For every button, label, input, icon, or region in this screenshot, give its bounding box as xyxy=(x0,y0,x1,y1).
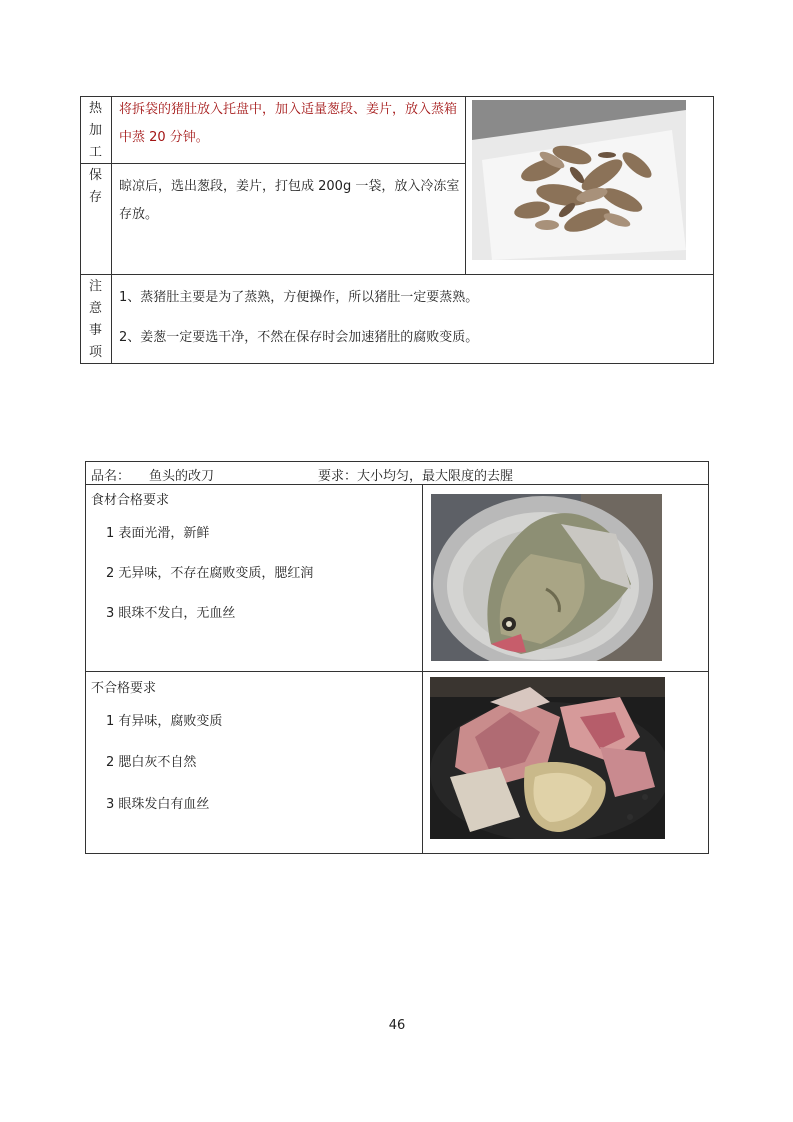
divider xyxy=(111,96,112,364)
spoiled-fish-photo xyxy=(430,677,665,839)
page-number: 46 xyxy=(388,1018,406,1033)
divider xyxy=(465,96,466,274)
product-label: 品名： xyxy=(91,469,131,484)
store-label: 保 存 xyxy=(88,168,102,205)
unqualified-title: 不合格要求 xyxy=(91,681,157,696)
requirement-text: 要求：大小均匀，最大限度的去腥 xyxy=(318,469,514,484)
qualified-title: 食材合格要求 xyxy=(91,493,170,508)
product-name: 鱼头的改刀 xyxy=(149,469,215,484)
divider xyxy=(80,163,466,164)
heat-text: 将拆袋的猪肚放入托盘中，加入适量葱段、姜片，放入蒸箱中蒸 20 分钟。 xyxy=(119,102,458,145)
qualified-item: 1 表面光滑，新鲜 xyxy=(106,526,210,541)
pork-tripe-photo xyxy=(472,100,686,260)
fresh-fish-head-photo xyxy=(431,494,662,661)
divider xyxy=(85,484,709,485)
unqualified-item: 3 眼珠发白有血丝 xyxy=(106,797,210,812)
note-item: 1、蒸猪肚主要是为了蒸熟，方便操作，所以猪肚一定要蒸熟。 xyxy=(119,290,479,305)
note-label: 注 意 事 项 xyxy=(88,279,102,360)
unqualified-item: 1 有异味，腐败变质 xyxy=(106,714,223,729)
store-text: 晾凉后，选出葱段，姜片，打包成 200g 一袋，放入冷冻室存放。 xyxy=(119,179,460,222)
qualified-item: 3 眼珠不发白，无血丝 xyxy=(106,606,236,621)
divider xyxy=(85,671,709,672)
heat-label: 热 加 工 xyxy=(88,101,102,160)
unqualified-item: 2 腮白灰不自然 xyxy=(106,755,197,770)
note-item: 2、姜葱一定要选干净，不然在保存时会加速猪肚的腐败变质。 xyxy=(119,330,479,345)
divider xyxy=(422,484,423,854)
divider xyxy=(80,274,714,275)
qualified-item: 2 无异味，不存在腐败变质，腮红润 xyxy=(106,566,314,581)
